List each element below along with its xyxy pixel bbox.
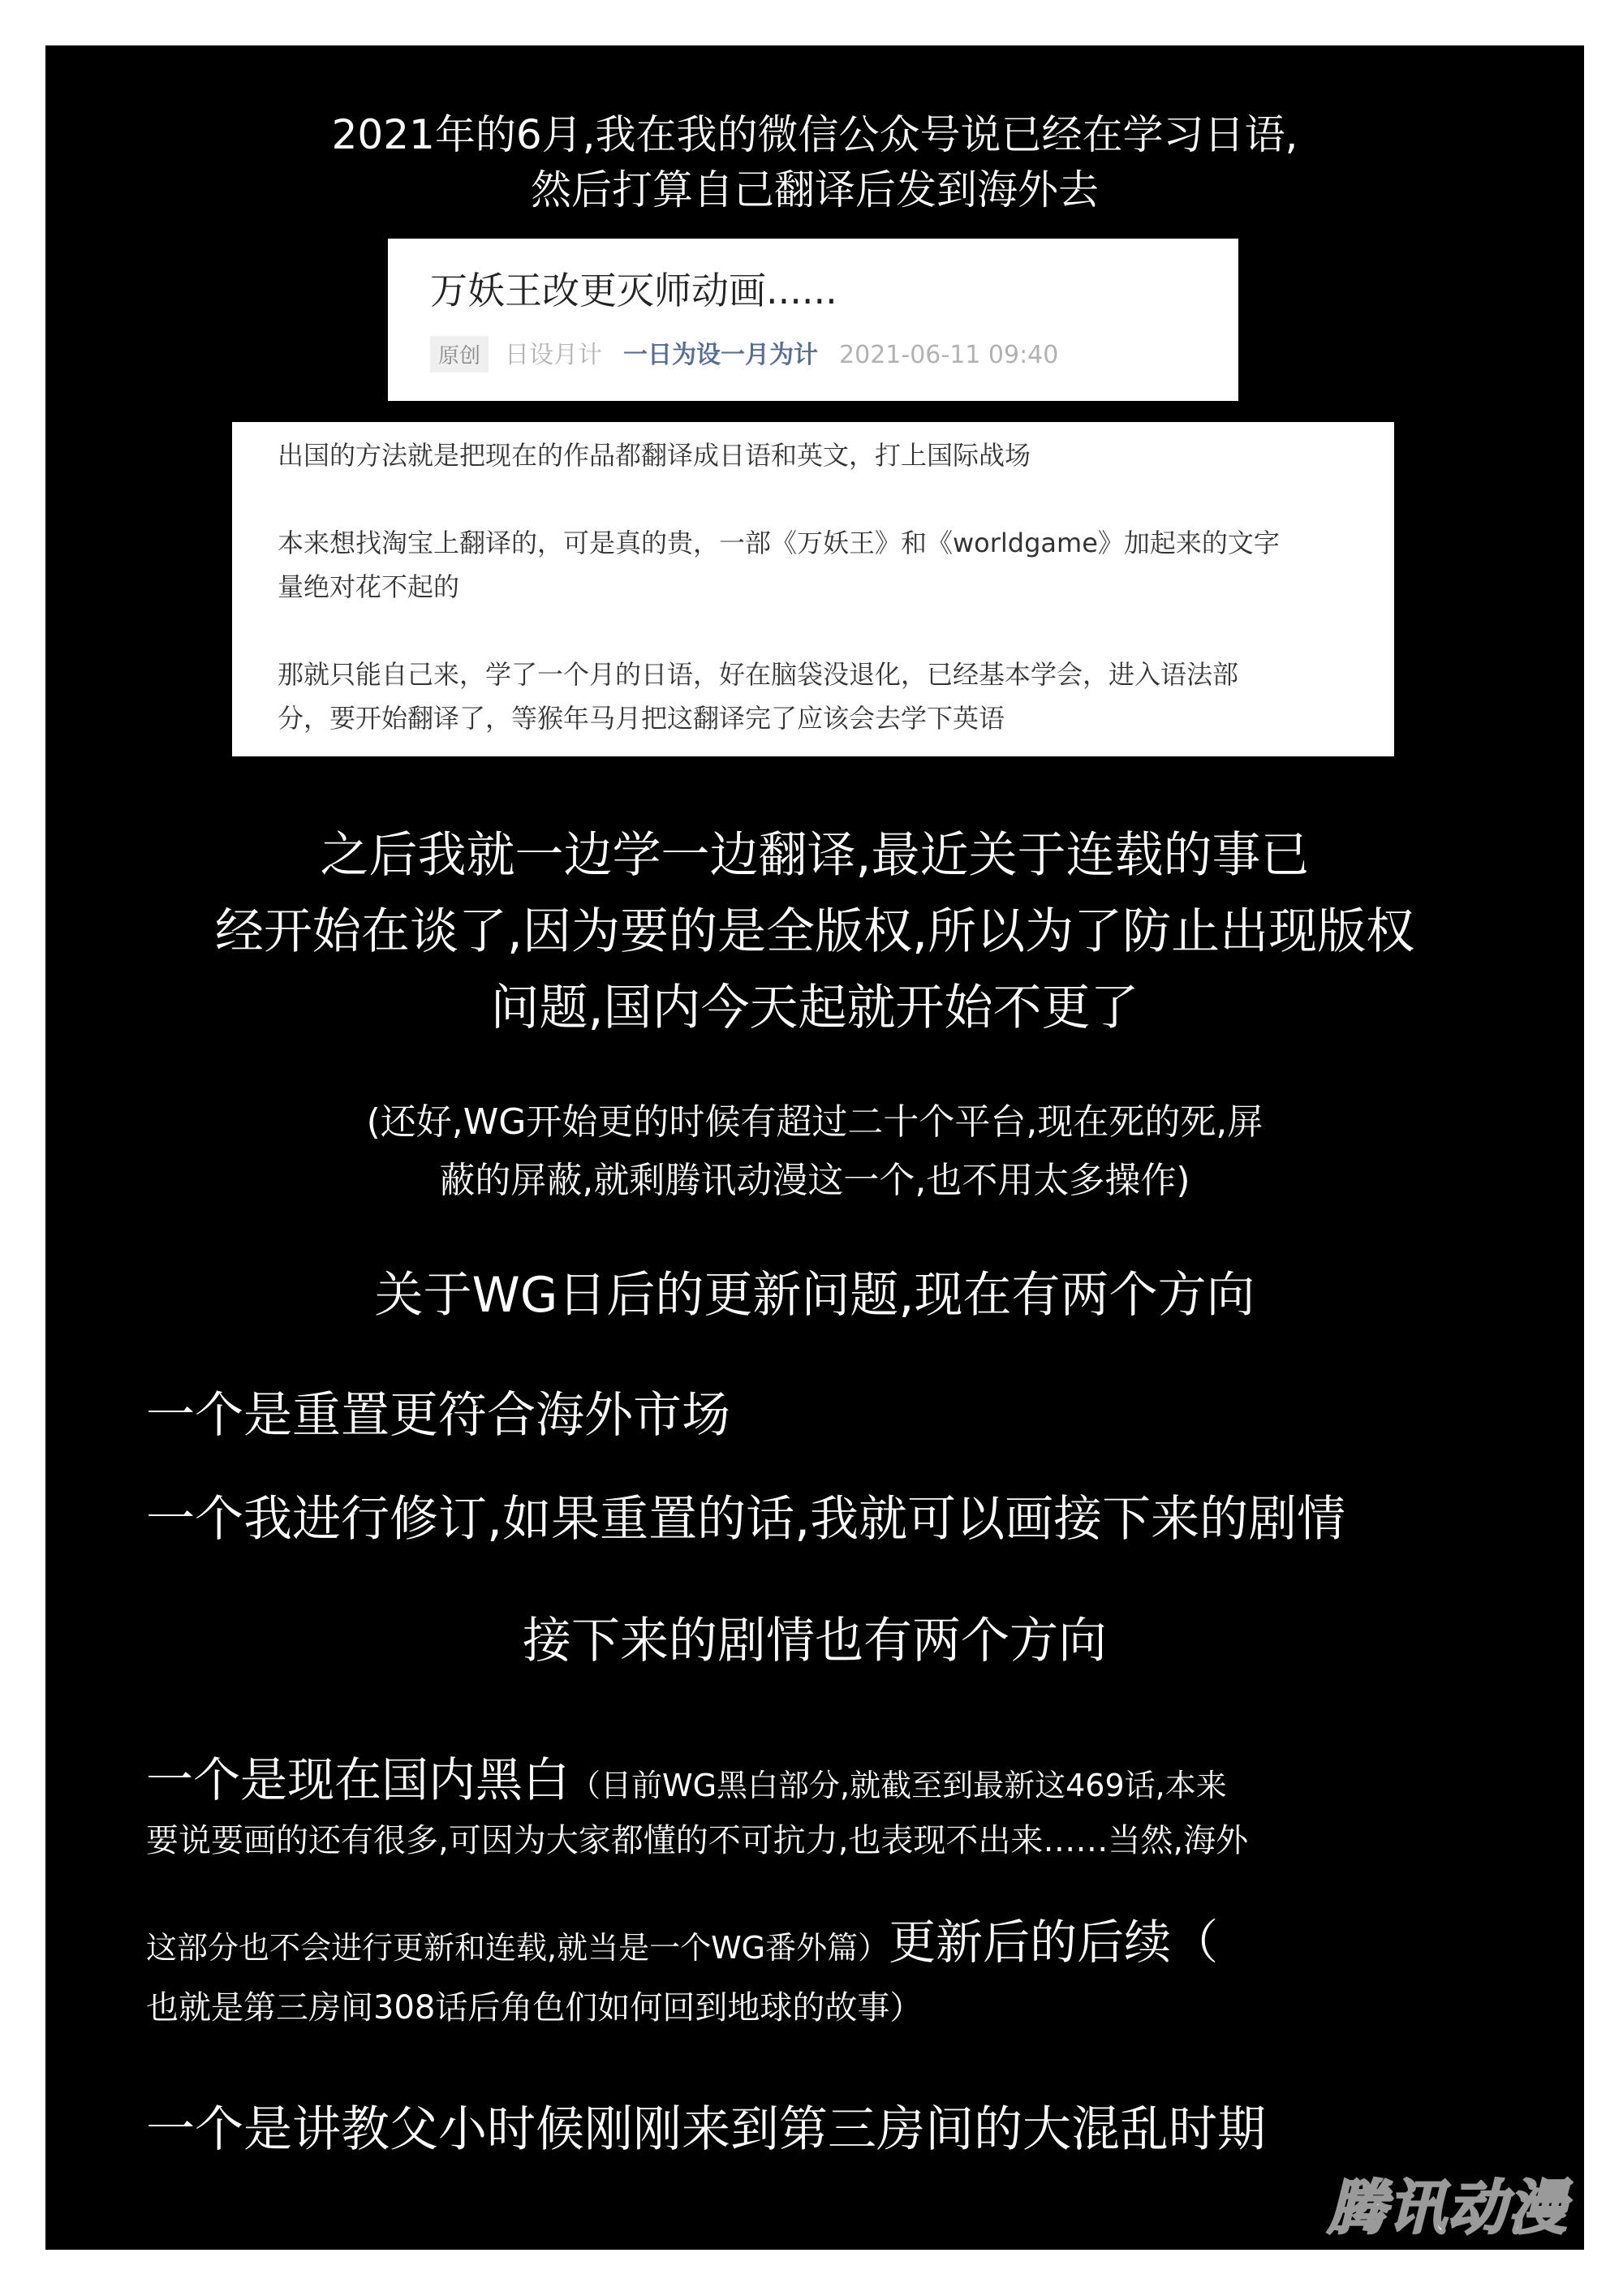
plot-1-line-2: 要说要画的还有很多,可因为大家都懂的不可抗力,也表现不出来……当然,海外 [146,1822,1249,1859]
intro-line-2: 然后打算自己翻译后发到海外去 [531,166,1099,213]
article-author: 日设月计 [505,341,603,369]
quote-paragraph-3-line-2: 分，要开始翻译了，等猴年马月把这翻译完了应该会去学下英语 [278,703,1005,734]
body-para-1-line-1: 之后我就一边学一边翻译,最近关于连载的事已 [320,827,1310,884]
plot-1-paren: （目前WG黑白部分,就截至到最新这469话,本来 [570,1768,1227,1803]
plot-1-lead: 一个是现在国内黑白 [146,1752,570,1807]
quote-paragraph-3-line-1: 那就只能自己来，学了一个月的日语，好在脑袋没退化，已经基本学会，进入语法部 [278,659,1239,690]
article-title: 万妖王改更灭师动画...... [430,269,837,312]
article-meta [430,334,1058,373]
body-para-1-line-3: 问题,国内今天起就开始不更了 [490,980,1139,1036]
plot-2: 一个是讲教父小时候刚刚来到第三房间的大混乱时期 [146,2101,1266,2158]
plot-1-line-3-text: 这部分也不会进行更新和连载,就当是一个WG番外篇） [146,1930,889,1966]
plot-1-line-3 [146,1904,1218,1972]
quote-paragraph-2-line-2: 量绝对花不起的 [278,571,460,602]
direction-1: 一个是重置更符合海外市场 [146,1387,730,1444]
direction-2: 一个我进行修订,如果重置的话,我就可以画接下来的剧情 [146,1491,1346,1548]
heading-update-directions: 关于WG日后的更新问题,现在有两个方向 [374,1267,1255,1324]
quote-paragraph-1: 出国的方法就是把现在的作品都翻译成日语和英文，打上国际战场 [278,440,1031,471]
quote-paragraph-2-line-1: 本来想找淘宝上翻译的，可是真的贵，一部《万妖王》和《worldgame》加起来的文字 [278,528,1280,558]
article-date: 2021-06-11 09:40 [839,341,1059,369]
quote-card [232,422,1394,756]
heading-plot-directions: 接下来的剧情也有两个方向 [523,1613,1107,1669]
article-account-link: 一日为设一月为计 [623,341,819,369]
intro-line-1: 2021年的6月,我在我的微信公众号说已经在学习日语, [331,111,1298,158]
plot-1-line-1 [146,1742,1227,1810]
original-badge: 原创 [430,336,489,373]
tencent-comics-watermark: 腾讯动漫 [1327,2173,1568,2242]
plot-1-line-4: 也就是第三房间308话后角色们如何回到地球的故事） [146,1989,923,2027]
note-line-1: (还好,WG开始更的时候有超过二十个平台,现在死的死,屏 [366,1101,1264,1143]
note-line-2: 蔽的屏蔽,就剩腾讯动漫这一个,也不用太多操作) [439,1160,1190,1201]
article-card [388,239,1238,401]
plot-1-after: 更新后的后续（ [889,1915,1219,1970]
body-para-1-line-2: 经开始在谈了,因为要的是全版权,所以为了防止出现版权 [214,903,1415,960]
content-panel [45,45,1584,2250]
